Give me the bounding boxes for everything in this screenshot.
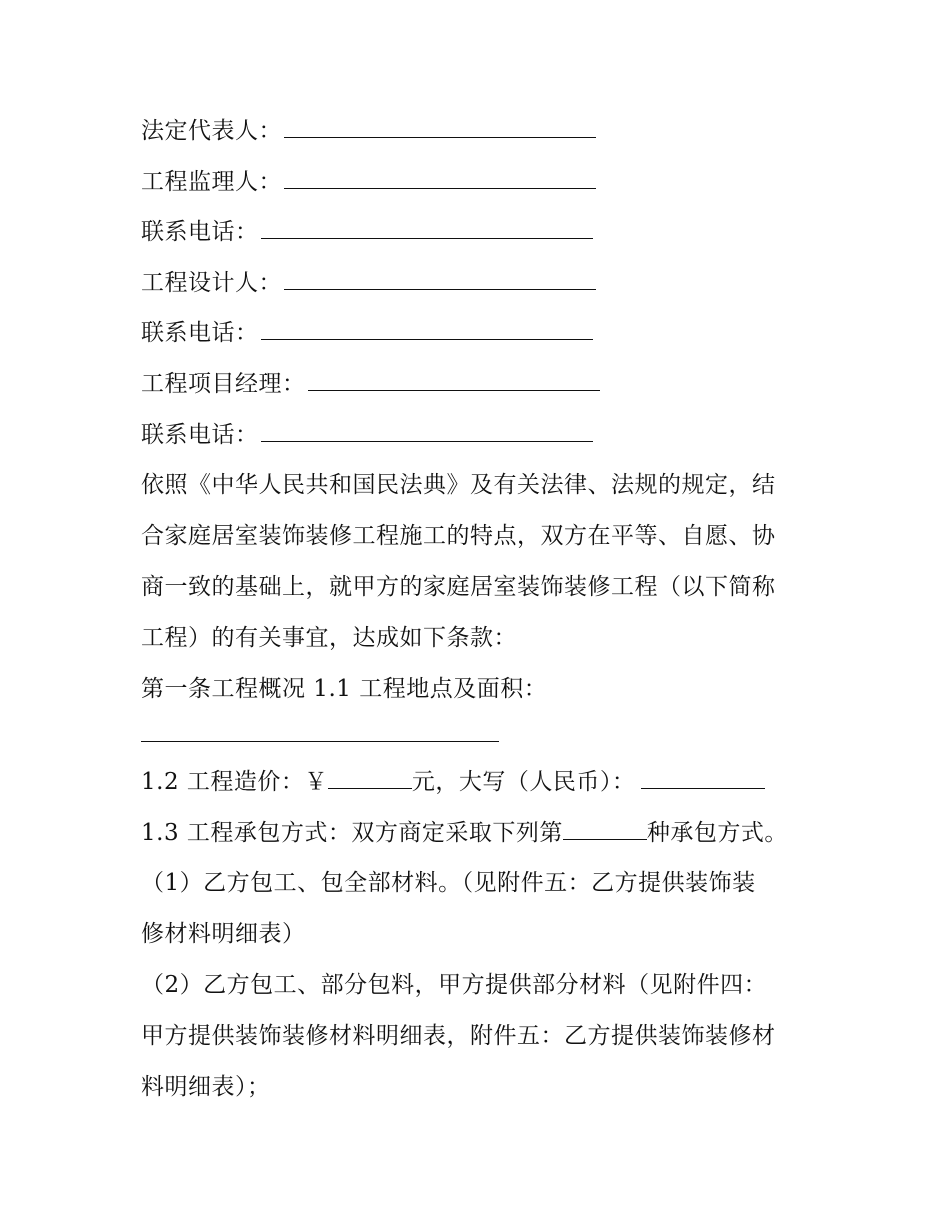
contract-mode-blank[interactable] bbox=[563, 817, 647, 840]
location-area-blank[interactable] bbox=[141, 741, 499, 742]
price-amount-blank[interactable] bbox=[328, 766, 412, 789]
price-middle: 元，大写（人民币）： bbox=[411, 769, 636, 795]
fill-in-blank[interactable] bbox=[261, 216, 593, 239]
field-label: 联系电话： bbox=[141, 422, 259, 448]
contract-mode-line bbox=[141, 817, 788, 848]
legal-representative-field bbox=[141, 115, 596, 146]
project-supervisor-field bbox=[141, 166, 596, 197]
fill-in-blank[interactable] bbox=[261, 419, 593, 442]
fill-in-blank[interactable] bbox=[284, 166, 596, 189]
field-label: 联系电话： bbox=[141, 219, 259, 245]
option-line: （1）乙方包工、包全部材料。（见附件五：乙方提供装饰装 bbox=[141, 870, 756, 896]
field-label: 联系电话： bbox=[141, 320, 259, 346]
fill-in-blank[interactable] bbox=[284, 115, 596, 138]
option-line: 甲方提供装饰装修材料明细表，附件五：乙方提供装饰装修材 bbox=[141, 1023, 776, 1049]
option-line: 料明细表）； bbox=[141, 1074, 271, 1100]
field-label: 工程设计人： bbox=[141, 270, 282, 296]
field-label: 法定代表人： bbox=[141, 118, 282, 144]
fill-in-blank[interactable] bbox=[308, 368, 600, 391]
price-prefix: 1.2 工程造价：￥ bbox=[141, 769, 328, 795]
project-designer-field bbox=[141, 267, 596, 298]
option-line: 修材料明细表） bbox=[141, 921, 306, 947]
contract-mode-suffix: 种承包方式。 bbox=[646, 820, 788, 846]
contract-mode-prefix: 1.3 工程承包方式：双方商定采取下列第 bbox=[141, 820, 563, 846]
field-label: 工程监理人： bbox=[141, 169, 282, 195]
paragraph-line: 依照《中华人民共和国民法典》及有关法律、法规的规定，结 bbox=[141, 472, 776, 498]
paragraph-line: 商一致的基础上，就甲方的家庭居室装饰装修工程（以下简称 bbox=[141, 574, 776, 600]
price-uppercase-blank[interactable] bbox=[641, 766, 765, 789]
field-label: 工程项目经理： bbox=[141, 371, 306, 397]
phone-field bbox=[141, 216, 593, 247]
article-heading: 第一条工程概况 1.1 工程地点及面积： bbox=[141, 676, 548, 702]
phone-field bbox=[141, 419, 593, 450]
paragraph-line: 工程）的有关事宜，达成如下条款： bbox=[141, 625, 517, 651]
price-line bbox=[141, 766, 765, 797]
fill-in-blank[interactable] bbox=[261, 317, 593, 340]
paragraph-line: 合家庭居室装饰装修工程施工的特点，双方在平等、自愿、协 bbox=[141, 523, 776, 549]
option-line: （2）乙方包工、部分包料，甲方提供部分材料（见附件四： bbox=[141, 972, 768, 998]
fill-in-blank[interactable] bbox=[284, 267, 596, 290]
project-manager-field bbox=[141, 368, 600, 399]
phone-field bbox=[141, 317, 593, 348]
